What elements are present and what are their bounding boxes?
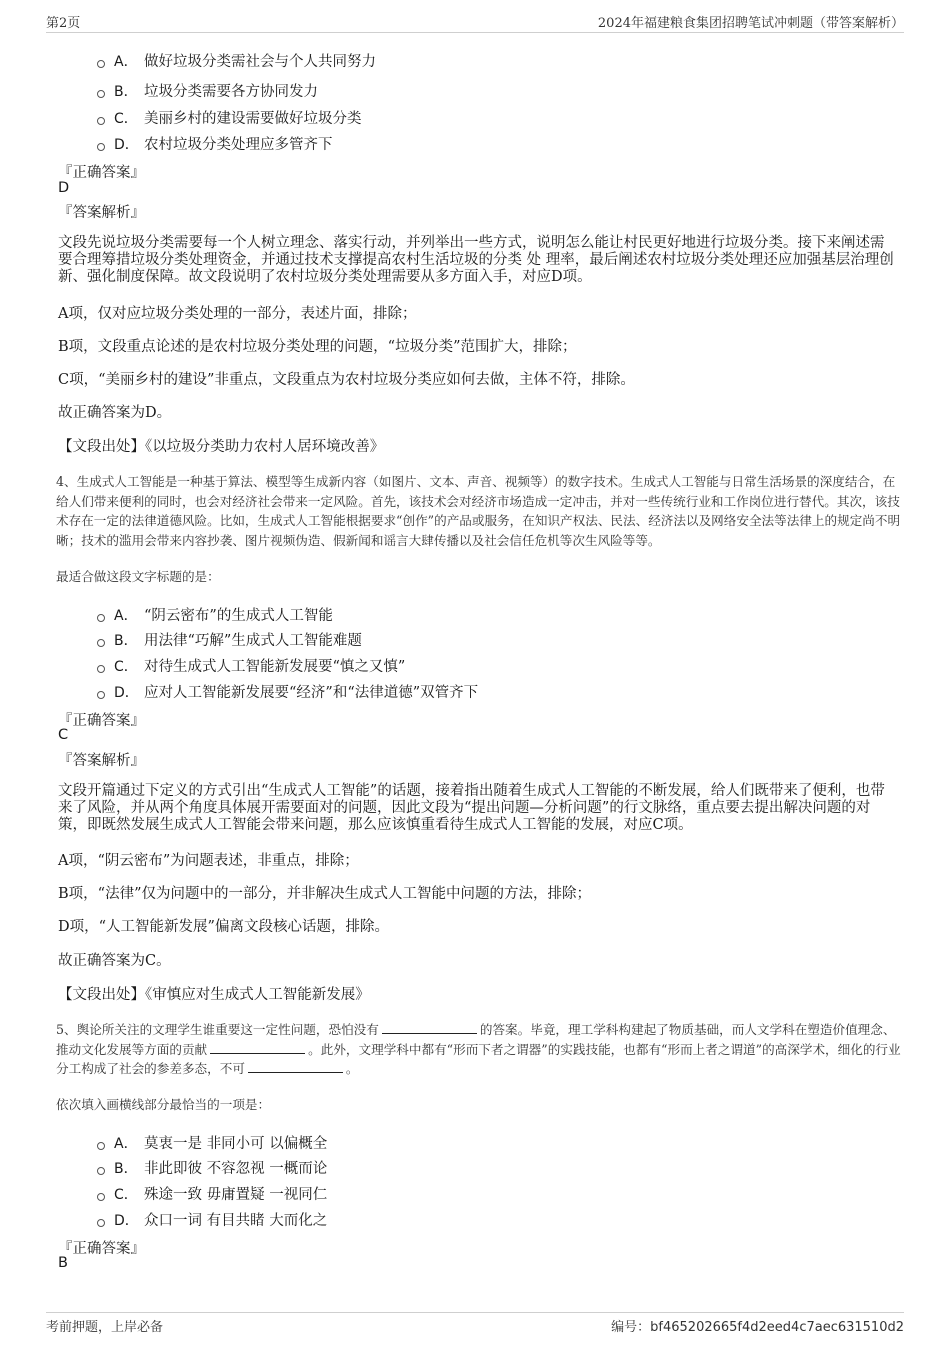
q3-answer: D [58, 180, 70, 196]
q4-analysis-d: D项，“人工智能新发展”偏离文段核心话题，排除。 [58, 919, 389, 935]
blank-line [210, 1041, 305, 1054]
radio-icon[interactable] [97, 1219, 105, 1227]
q3-analysis-main: 文段先说垃圾分类需要每一个人树立理念、落实行动，并列举出一些方式，说明怎么能让村民更好地进行垃圾分类。接下来阐述需要合理筹措垃圾分类处理资金，并通过技术支撑提高农村生活垃圾的分类 处 理率，最后阐述农村垃圾分类处理还应加强基层治理创新、强化制度保障。故文段说明了农村垃圾分类处理需要从多方面入手，对应D项。 [58, 235, 894, 285]
q4-option-d[interactable]: D． 应对人工智能新发展要“经济”和“法律道德”双管齐下 [97, 681, 478, 702]
q5-question: 依次填入画横线部分最恰当的一项是： [56, 1097, 271, 1112]
q3-analysis-b: B项，文段重点论述的是农村垃圾分类处理的问题，“垃圾分类”范围扩大，排除； [58, 339, 577, 355]
q4-analysis-b: B项，“法律”仅为问题中的一部分，并非解决生成式人工智能中问题的方法，排除； [58, 886, 591, 902]
q4-analysis-main: 文段开篇通过下定义的方式引出“生成式人工智能”的话题，接着指出随着生成式人工智能的不断发展，给人们既带来了便利，也带来了风险，并从两个角度具体展开需要面对的问题，因此文段为“提出问题—分析问题”的行文脉络，重点要去提出解决问题的对策，即既然发展生成式人工智能会带来问题，那么应该慎重看待生成式人工智能的发展，对应C项。 [58, 783, 885, 833]
blank-line [248, 1060, 343, 1073]
q4-conclusion: 故正确答案为C。 [58, 953, 171, 969]
page-header [46, 12, 904, 33]
blank-line [382, 1021, 477, 1034]
q3-analysis-c: C项，“美丽乡村的建设”非重点，文段重点为农村垃圾分类应如何去做，主体不符，排除。 [58, 372, 635, 388]
q3-analysis-a: A项，仅对应垃圾分类处理的一部分，表述片面，排除； [58, 306, 417, 322]
radio-icon[interactable] [97, 90, 105, 98]
radio-icon[interactable] [97, 60, 105, 68]
q5-answer: B [58, 1255, 68, 1271]
q4-option-a[interactable]: A． “阴云密布”的生成式人工智能 [97, 604, 333, 625]
radio-icon[interactable] [97, 665, 105, 673]
radio-icon[interactable] [97, 1167, 105, 1175]
q3-option-b[interactable]: B． 垃圾分类需要各方协同发力 [97, 80, 318, 101]
q4-analysis-a: A项，“阴云密布”为问题表述，非重点，排除； [58, 853, 359, 869]
q3-option-a[interactable]: A． 做好垃圾分类需社会与个人共同努力 [97, 50, 376, 71]
q4-option-b[interactable]: B． 用法律“巧解”生成式人工智能难题 [97, 629, 362, 650]
footer-slogan: 考前押题，上岸必备 [46, 1320, 164, 1335]
q3-source: 【文段出处】《以垃圾分类助力农村人居环境改善》 [58, 439, 385, 455]
radio-icon[interactable] [97, 117, 105, 125]
document-title: 2024年福建粮食集团招聘笔试冲刺题（带答案解析） [597, 16, 904, 31]
q5-option-a[interactable]: A． 莫衷一是 非同小可 以偏概全 [97, 1132, 327, 1153]
radio-icon[interactable] [97, 639, 105, 647]
q3-answer-label: 『正确答案』 [58, 165, 145, 181]
q3-option-c[interactable]: C． 美丽乡村的建设需要做好垃圾分类 [97, 107, 362, 128]
q4-analysis-label: 『答案解析』 [58, 753, 145, 769]
radio-icon[interactable] [97, 1142, 105, 1150]
page-number: 第2页 [46, 16, 81, 31]
q4-option-c[interactable]: C． 对待生成式人工智能新发展要“慎之又慎” [97, 655, 405, 676]
q3-analysis-label: 『答案解析』 [58, 205, 145, 221]
radio-icon[interactable] [97, 614, 105, 622]
q4-answer: C [58, 727, 69, 743]
q4-stem: 4、生成式人工智能是一种基于算法、模型等生成新内容（如图片、文本、声音、视频等）的数字技术。生成式人工智能与日常生活场景的深度结合，在给人们带来便利的同时，也会对经济社会带来一定风险。首先，该技术会对经济市场造成一定冲击，并对一些传统行业和工作岗位进行替代。其次，该技术存在一定的法律道德风险。比如，生成式人工智能根据要求“创作”的产品或服务，在知识产权法、民法、经济法以及网络安全法等法律上的规定尚不明晰；技术的滥用会带来内容抄袭、图片视频伪造、假新闻和谣言大肆传播以及社会信任危机等次生风险等等。 [56, 474, 901, 548]
q5-option-b[interactable]: B． 非此即彼 不容忽视 一概而论 [97, 1157, 327, 1178]
q5-stem: 5、舆论所关注的文理学生谁重要这一定性问题，恐怕没有 的答案。毕竟，理工学科构建起了物质基础，而人文学科在塑造价值理念、推动文化发展等方面的贡献 。此外，文理学科中都有“形而下者之谓器”的实践技能，也都有“形而上者之谓道”的高深学术，细化的行业分工构成了社会的参差多态，不可 。 [56, 1022, 901, 1076]
q4-answer-label: 『正确答案』 [58, 713, 145, 729]
radio-icon[interactable] [97, 691, 105, 699]
q4-source: 【文段出处】《审慎应对生成式人工智能新发展》 [58, 987, 370, 1003]
page-footer [46, 1312, 904, 1335]
q3-option-d[interactable]: D． 农村垃圾分类处理应多管齐下 [97, 133, 333, 154]
radio-icon[interactable] [97, 1193, 105, 1201]
q5-answer-label: 『正确答案』 [58, 1241, 145, 1257]
q4-question: 最适合做这段文字标题的是： [56, 569, 220, 584]
q5-option-c[interactable]: C． 殊途一致 毋庸置疑 一视同仁 [97, 1183, 327, 1204]
q3-conclusion: 故正确答案为D。 [58, 405, 172, 421]
document-id: 编号：bf465202665f4d2eed4c7aec631510d2 [611, 1320, 904, 1335]
radio-icon[interactable] [97, 143, 105, 151]
q5-option-d[interactable]: D． 众口一词 有目共睹 大而化之 [97, 1209, 327, 1230]
